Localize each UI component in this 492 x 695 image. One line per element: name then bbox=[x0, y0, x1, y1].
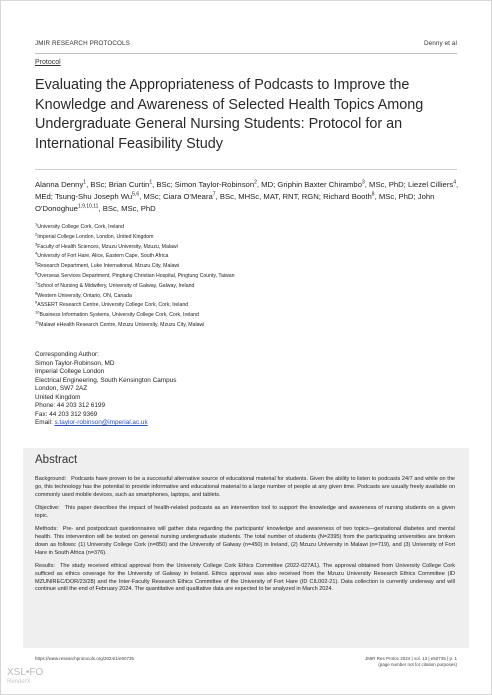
abstract-section-label: Results: bbox=[35, 562, 56, 569]
affiliation-number: 5 bbox=[35, 260, 38, 266]
affiliation-item bbox=[35, 252, 461, 262]
abstract-section bbox=[35, 563, 455, 595]
footer-citation-line1: JMIR Res Protoc 2024 | vol. 13 | e50735 | p. 1 bbox=[364, 656, 457, 661]
affiliation-text: Research Department, Luke International, Mzuzu City, Malawi bbox=[37, 263, 180, 270]
corresponding-city: London, SW7 2AZ bbox=[35, 385, 88, 393]
author-affiliation-ref: 2 bbox=[254, 179, 257, 186]
affiliation-item bbox=[35, 233, 461, 243]
author-degrees: , BSc; bbox=[152, 180, 175, 189]
author-degrees: , MEd; bbox=[35, 180, 459, 202]
email-link[interactable]: s.taylor-robinson@imperial.ac.uk bbox=[54, 419, 148, 427]
watermark-line1: XSL•FO bbox=[7, 667, 44, 678]
abstract-section-label: Methods: bbox=[35, 525, 58, 532]
header-divider bbox=[35, 53, 457, 54]
paper-title: Evaluating the Appropriateness of Podcasts to Improve the Knowledge and Awareness of Selected Health Topics Among Undergraduate General Nursing Students: Protocol for an International Feasibility Study bbox=[35, 77, 424, 152]
affiliation-text: University College Cork, Cork, Ireland bbox=[37, 224, 125, 230]
abstract-box bbox=[23, 448, 469, 648]
author-entry bbox=[109, 180, 175, 189]
affiliation-number: 8 bbox=[35, 289, 38, 295]
corresponding-institution: Imperial College London bbox=[35, 368, 105, 376]
author-affiliation-ref: 1,9,10,11 bbox=[77, 203, 99, 210]
journal-name: JMIR RESEARCH PROTOCOLS bbox=[35, 40, 130, 47]
author-affiliation-ref: 7 bbox=[212, 191, 216, 198]
abstract-section bbox=[35, 526, 455, 558]
affiliation-text: Faculty of Health Sciences, Mzuzu University, Mzuzu, Malawi bbox=[37, 243, 178, 250]
affiliation-item bbox=[35, 223, 461, 233]
author-affiliation-ref: 1 bbox=[149, 179, 153, 186]
author-entry bbox=[323, 192, 418, 201]
affiliation-text: Western University, Ontario, ON, Canada bbox=[37, 292, 132, 299]
affiliation-item bbox=[35, 240, 461, 253]
author-name: Liezel Cilliers bbox=[407, 180, 454, 189]
abstract-section-label: Background: bbox=[35, 476, 67, 482]
author-affiliation-ref: 1 bbox=[83, 179, 87, 186]
abstract-section-text: The study received ethical approval from the University College Cork Ethics Committee (2022-027A1). The approval obtained from University College Cork sufficed as ethics coverage for the University of Galway in Ireland. Ethics approval was also received from the Mzuzu University Research Ethics Committee (ID MZUNIREC/DOR/23/28) and the Inter-Faculty Research Ethics Committee of the University of Fort Hare (ID CIL002-21). Data collection is currently underway and will continue until the end of February 2024. The quantitative and qualitative data are expected to be analyzed in March 2024. bbox=[35, 562, 455, 593]
affiliation-text: ASSERT Research Centre, University College Cork, Cork, Ireland bbox=[37, 302, 189, 309]
affiliation-item bbox=[35, 272, 461, 282]
affiliation-text: Malawi eHealth Research Centre, Mzuzu University, Mzuzu City, Malawi bbox=[39, 321, 205, 328]
author-degrees: , MSc; bbox=[139, 192, 164, 202]
abstract-heading: Abstract bbox=[35, 454, 78, 466]
affiliation-number: 11 bbox=[35, 319, 40, 325]
author-name: Tsung-Shu Joseph Wu bbox=[54, 192, 133, 202]
renderer-watermark bbox=[7, 668, 43, 686]
author-name: Ciara O'Meara bbox=[163, 192, 213, 202]
abstract-section-text: Podcasts have proven to be a successful alternative source of educational material for students. Given the ability to listen to podcasts 24/7 and while on the go, this technology has the potential to provide informative and educational material to a large number of people at any given time. Podcasts are usually freely available on commonly used mobile devices, such as smartphones, laptops, and tablets. bbox=[35, 476, 455, 498]
author-degrees: , BSc; bbox=[86, 180, 109, 189]
affiliation-text: Imperial College London, London, United Kingdom bbox=[37, 233, 154, 240]
corresponding-name: Simon Taylor-Robinson, MD bbox=[35, 359, 115, 367]
author-name: Richard Booth bbox=[323, 192, 372, 202]
author-name: Alanna Denny bbox=[35, 180, 84, 189]
abstract-body bbox=[35, 476, 455, 600]
footer-citation bbox=[365, 656, 457, 668]
author-affiliation-ref: 4 bbox=[453, 179, 457, 186]
running-author: Denny et al bbox=[424, 40, 457, 47]
affiliation-number: 2 bbox=[35, 231, 38, 237]
corresponding-phone: Phone: 44 203 312 6199 bbox=[35, 402, 106, 410]
running-header bbox=[35, 40, 457, 47]
affiliation-text: University of Fort Hare, Alice, Eastern Cape, South Africa bbox=[37, 253, 169, 260]
corresponding-department: Electrical Engineering, South Kensington Campus bbox=[35, 376, 177, 384]
corresponding-fax: Fax: 44 203 312 9369 bbox=[35, 410, 98, 418]
abstract-section bbox=[35, 476, 455, 500]
author-entry bbox=[55, 192, 163, 201]
abstract-section-text: Pre- and postpodcast questionnaires will gather data regarding the participants' knowledge and awareness of two topics—gestational diabetes and mental health. This intervention will be tested on general nursing undergraduate students. The total number of students (N=2395) from the participating universities are broken down as follows: (1) University College Cork (n=850) and the University of Galway (n=450) in Ireland, (2) Mzuzu University in Malawi (n=719), and (3) University of Fort Hare in South Africa (n=376). bbox=[35, 525, 455, 556]
corresponding-heading: Corresponding Author: bbox=[35, 351, 99, 358]
corresponding-author bbox=[35, 351, 335, 428]
affiliation-item bbox=[35, 282, 461, 292]
affiliation-list bbox=[35, 223, 461, 331]
affiliation-number: 6 bbox=[35, 270, 38, 276]
author-affiliation-ref: 3 bbox=[362, 179, 365, 186]
author-name: Brian Curtin bbox=[108, 180, 150, 189]
author-entry bbox=[35, 180, 109, 189]
affiliation-item bbox=[35, 289, 461, 302]
affiliation-number: 4 bbox=[35, 250, 38, 256]
author-degrees: , BSc, MHSc, MAT, RNT, RGN; bbox=[215, 192, 324, 202]
affiliation-text: Overseas Services Department, Pingtung Christian Hospital, Pingtung County, Taiwan bbox=[37, 272, 235, 279]
author-entry bbox=[277, 180, 408, 189]
affiliation-text: Business Information Systems, University College Cork, Cork, Ireland bbox=[39, 312, 199, 319]
footer-citation-line2: (page number not for citation purposes) bbox=[378, 662, 457, 667]
abstract-section-text: This paper describes the impact of health-related podcasts as an intervention tool to support the knowledge and awareness of nursing students on a given topic. bbox=[35, 504, 455, 519]
author-name: Simon Taylor-Robinson bbox=[174, 180, 255, 189]
corresponding-email-row bbox=[35, 419, 335, 428]
affiliation-text: School of Nursing & Midwifery, University of Galway, Galway, Ireland bbox=[37, 282, 195, 289]
title-divider bbox=[35, 169, 457, 170]
author-degrees: , MSc, PhD; bbox=[364, 180, 408, 189]
author-name: Griphin Baxter Chirambo bbox=[277, 180, 362, 189]
page-footer bbox=[35, 656, 457, 668]
email-label: Email: bbox=[35, 419, 55, 427]
affiliation-number: 3 bbox=[35, 240, 38, 246]
affiliation-number: 10 bbox=[35, 309, 40, 315]
affiliation-number: 7 bbox=[35, 280, 38, 286]
affiliation-item bbox=[35, 311, 461, 321]
section-tag[interactable]: Protocol bbox=[35, 59, 61, 66]
corresponding-country: United Kingdom bbox=[35, 393, 81, 401]
abstract-section-label: Objective: bbox=[35, 504, 60, 511]
affiliation-item bbox=[35, 321, 461, 331]
watermark-line2: RenderX bbox=[7, 679, 31, 685]
affiliation-number: 1 bbox=[35, 221, 38, 227]
footer-url[interactable]: https://www.researchprotocols.org/2024/1/e50735 bbox=[35, 656, 135, 661]
author-list bbox=[35, 179, 461, 215]
author-affiliation-ref: 8 bbox=[371, 191, 375, 198]
author-degrees: , BSc, MSc, PhD bbox=[98, 204, 156, 214]
affiliation-item bbox=[35, 301, 461, 311]
author-affiliation-ref: 5,6 bbox=[132, 191, 140, 198]
author-entry bbox=[175, 180, 278, 189]
author-entry bbox=[163, 192, 323, 201]
author-degrees: , MD; bbox=[256, 180, 278, 189]
affiliation-item bbox=[35, 262, 461, 272]
author-name: John O'Donoghue bbox=[35, 192, 435, 214]
abstract-section bbox=[35, 505, 455, 521]
affiliation-number: 9 bbox=[35, 299, 38, 305]
author-degrees: , MSc, PhD; bbox=[374, 192, 418, 202]
